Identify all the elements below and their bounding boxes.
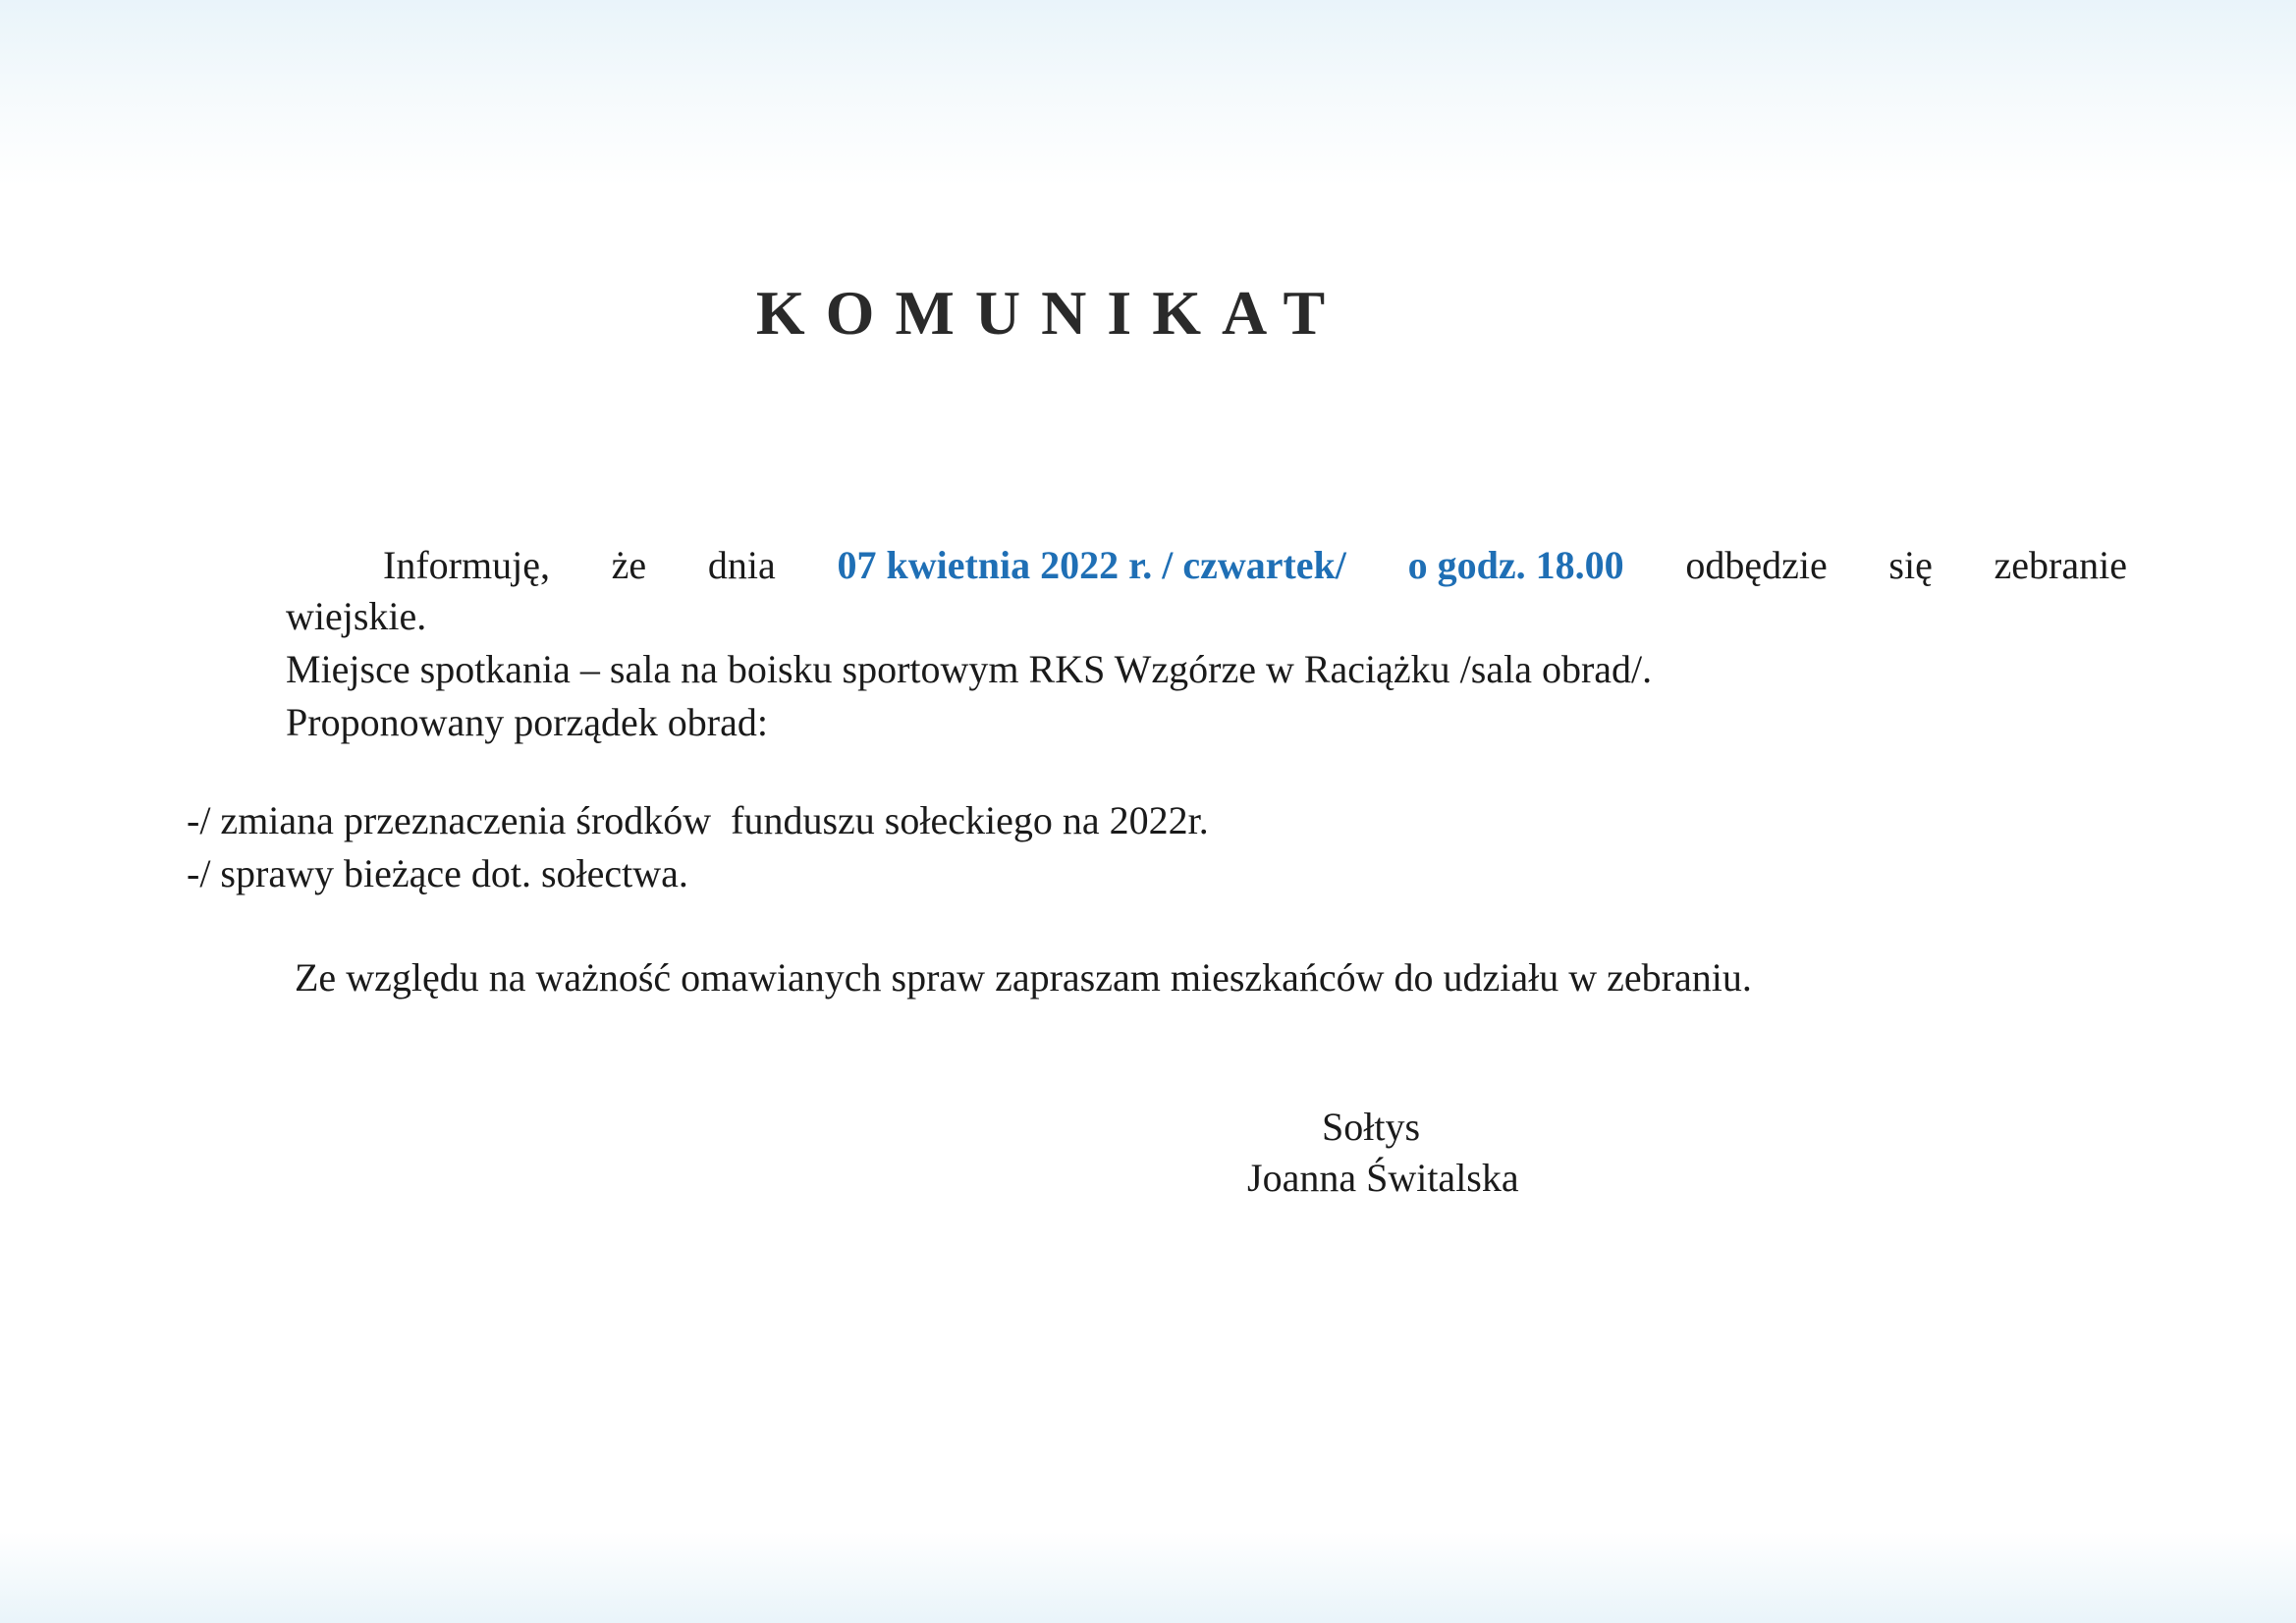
intro-word: dnia [707,543,776,587]
closing-statement: Ze względu na ważność omawianych spraw zapraszam mieszkańców do udziału w zebraniu. [295,955,1752,1000]
scan-tint-bottom [0,1532,2296,1623]
scan-tint-top [0,0,2296,187]
meeting-date: 07 kwietnia 2022 r. / czwartek/ [837,543,1346,587]
intro-word: zebranie [1994,543,2127,587]
document-title: KOMUNIKAT [755,278,1346,348]
agenda-item: -/ sprawy bieżące dot. sołectwa. [187,851,688,895]
intro-word: Informuję, [383,543,550,587]
intro-word: odbędzie [1685,543,1828,587]
meeting-time: o godz. 18.00 [1407,543,1624,587]
meeting-place: Miejsce spotkania – sala na boisku sportowym RKS Wzgórze w Raciążku /sala obrad/. [286,647,1653,691]
agenda-header: Proponowany porządek obrad: [286,700,768,744]
agenda-item: -/ zmiana przeznaczenia środków funduszu sołeckiego na 2022r. [187,798,1209,842]
intro-word: że [611,543,647,587]
signature-name: Joanna Świtalska [1247,1156,1519,1200]
intro-line [383,543,2127,587]
signature-role: Sołtys [1322,1105,1421,1149]
intro-word: się [1888,543,1933,587]
intro-continuation: wiejskie. [286,594,427,638]
